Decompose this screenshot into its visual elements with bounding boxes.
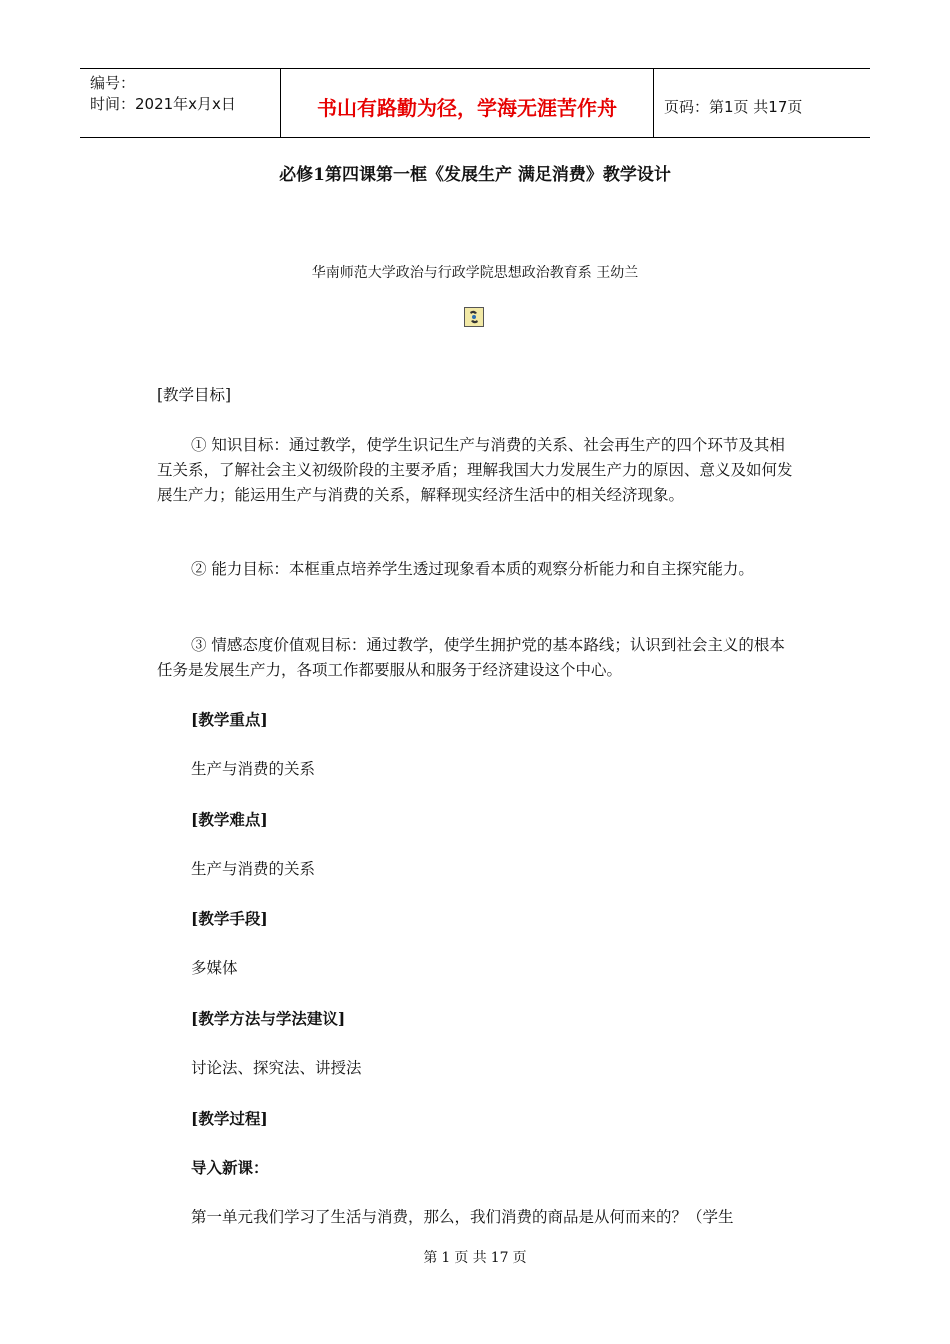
goals-heading: [教学目标] xyxy=(157,386,232,404)
author-line: 华南师范大学政治与行政学院思想政治教育系 王幼兰 xyxy=(311,265,639,281)
means-heading: [教学手段] xyxy=(191,909,268,928)
method-text: 讨论法、探究法、讲授法 xyxy=(191,1059,362,1077)
header-table xyxy=(80,68,870,138)
page-footer xyxy=(0,1247,950,1267)
intro-text: 第一单元我们学习了生活与消费，那么，我们消费的商品是从何而来的？（学生 xyxy=(191,1208,734,1226)
embedded-object-icon xyxy=(464,307,484,327)
difficult-heading: [教学难点] xyxy=(191,810,268,829)
footer-mid: 页 共 xyxy=(454,1250,487,1266)
means-text: 多媒体 xyxy=(191,959,238,977)
page-info-cell xyxy=(654,69,870,137)
goal-knowledge: ① 知识目标：通过教学，使学生识记生产与消费的关系、社会再生产的四个环节及其相互关系，了解社会主义初级阶段的主要矛盾；理解我国大力发展生产力的原因、意义及如何发展生产力；能运用生产与消费的关系，解释现实经济生活中的相关经济现象。 xyxy=(157,436,793,504)
intro-heading: 导入新课： xyxy=(191,1158,269,1177)
difficult-text: 生产与消费的关系 xyxy=(191,860,316,878)
key-text: 生产与消费的关系 xyxy=(191,760,316,778)
page-info-text: 页码：第1页 共17页 xyxy=(664,97,803,116)
motto-text: 书山有路勤为径，学海无涯苦作舟 xyxy=(317,95,617,120)
document-title: 必修1第四课第一框《发展生产 满足消费》教学设计 xyxy=(279,165,671,185)
key-heading: [教学重点] xyxy=(191,710,268,729)
footer-page: 1 xyxy=(441,1250,451,1266)
header-meta-cell xyxy=(80,69,281,137)
process-heading: [教学过程] xyxy=(191,1109,268,1128)
footer-prefix: 第 xyxy=(423,1250,438,1266)
footer-total: 17 xyxy=(490,1250,509,1266)
goal-emotion: ③ 情感态度价值观目标：通过教学，使学生拥护党的基本路线；认识到社会主义的根本任务是发展生产力，各项工作都要服从和服务于经济建设这个中心。 xyxy=(157,636,785,679)
goal-ability: ② 能力目标：本框重点培养学生透过现象看本质的观察分析能力和自主探究能力。 xyxy=(191,560,754,578)
method-heading: [教学方法与学法建议] xyxy=(191,1009,346,1028)
date-label: 时间：2021年x月x日 xyxy=(90,95,236,113)
number-label: 编号： xyxy=(90,74,136,92)
footer-suffix: 页 xyxy=(512,1250,527,1266)
motto-cell xyxy=(281,69,654,137)
